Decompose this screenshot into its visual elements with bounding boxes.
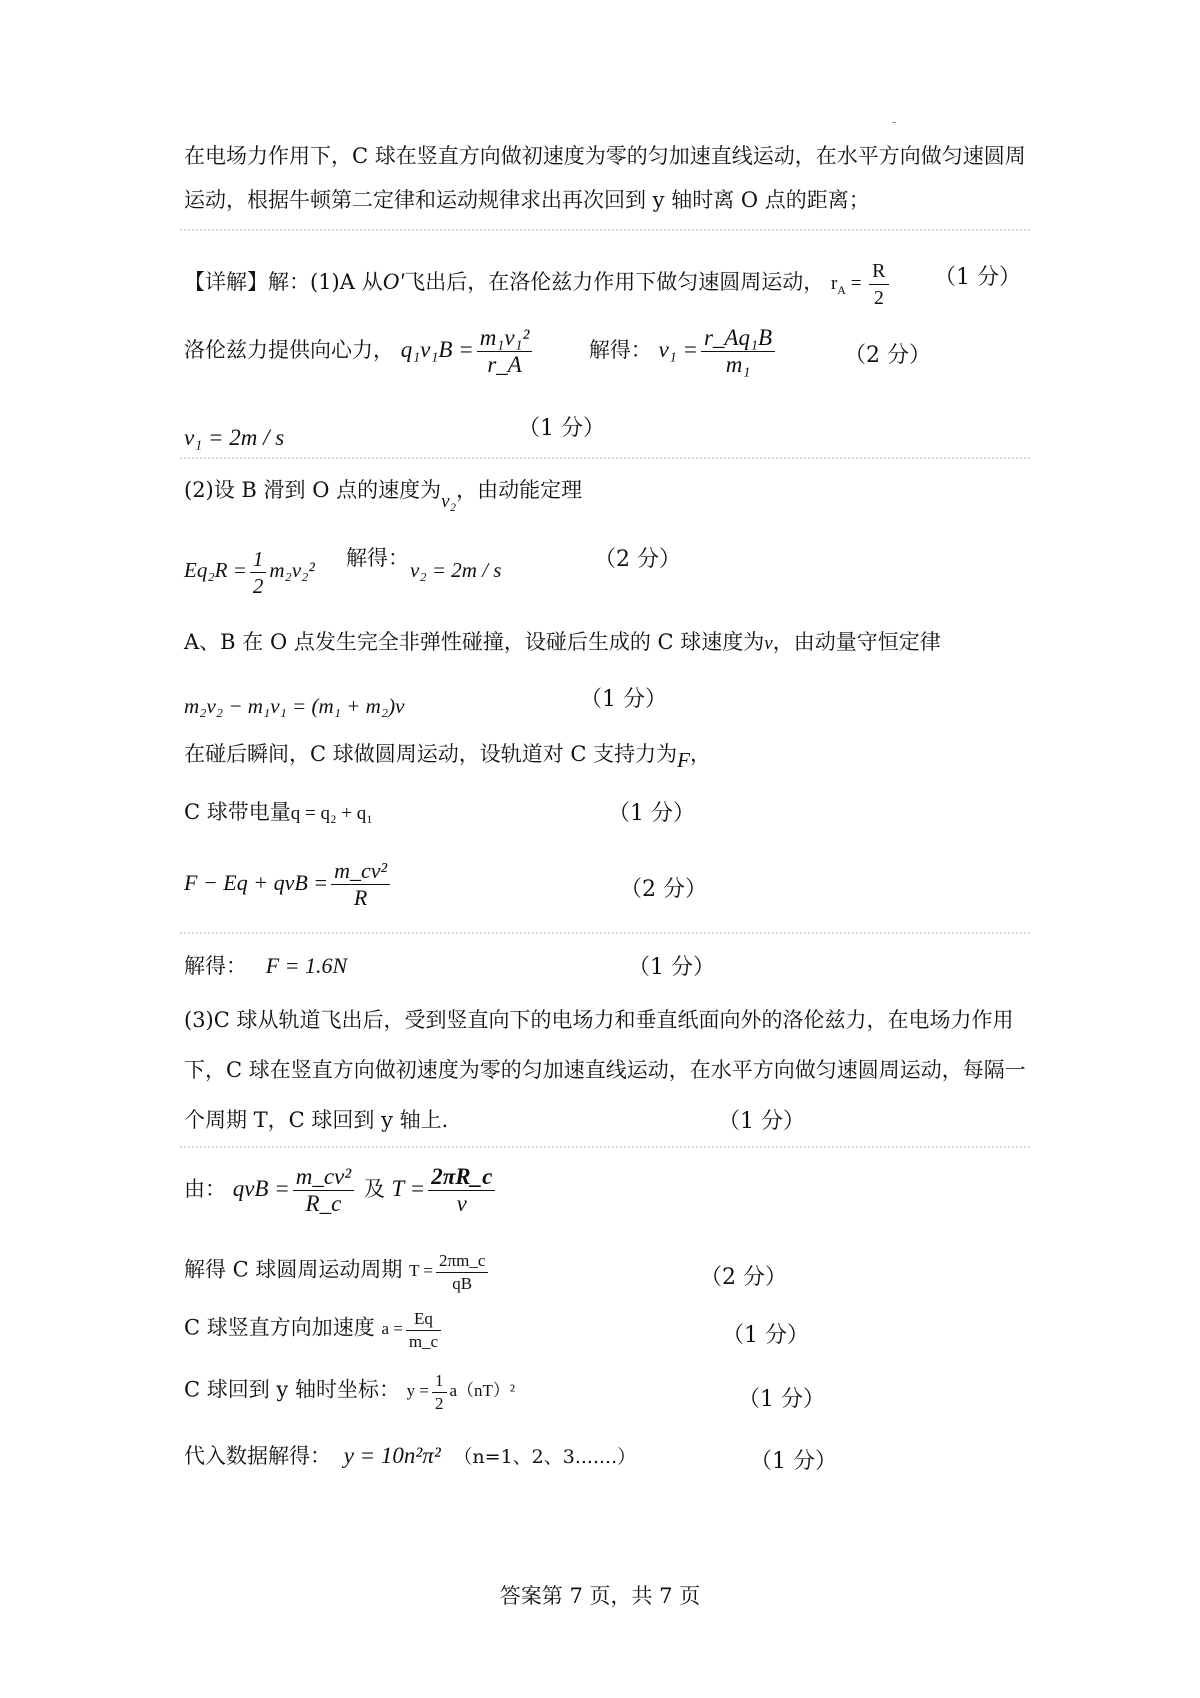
text-line: 解得： F = 1.6N xyxy=(184,953,348,978)
divider xyxy=(180,1146,1030,1148)
text: 解得： xyxy=(346,546,409,570)
text-line: 下，C 球在竖直方向做初速度为零的匀加速直线运动，在水平方向做匀速圆周运动，每隔一 xyxy=(184,1058,1026,1082)
score: （1 分） xyxy=(518,416,605,441)
formula: qvB = $\frac{\text{m\_cv²}}{R\_c}$ xyxy=(233,1176,357,1201)
formula-line xyxy=(184,546,315,599)
text-line: A、B 在 O 点发生完全非弹性碰撞，设碰后生成的 C 球速度为v，由动量守恒定律 xyxy=(184,630,941,654)
score: （1 分） xyxy=(738,1387,825,1412)
score: （1 分） xyxy=(628,955,715,980)
score: （1 分） xyxy=(750,1449,837,1474)
text-line: 个周期 T，C 球回到 y 轴上． xyxy=(184,1108,463,1132)
F-symbol: F xyxy=(677,748,690,772)
divider xyxy=(180,229,1030,231)
rA-formula: $r_A$ = $\frac{R}{2}$ xyxy=(831,273,892,294)
score: （2 分） xyxy=(620,877,707,902)
detail-line xyxy=(184,258,892,311)
page-footer: 答案第 7 页，共 7 页 xyxy=(499,1584,701,1608)
formula: T = $\frac{2\pi R\_c}{v}$ xyxy=(392,1176,499,1201)
divider xyxy=(180,932,1030,934)
formula: m₂v₂ − m₁v₁ = (m₁ + m₂)v xyxy=(184,694,405,718)
text-line: 在碰后瞬间，C 球做圆周运动，设轨道对 C 支持力为F， xyxy=(184,742,711,772)
formula: F = 1.6N xyxy=(265,953,348,978)
o-prime-symbol: O′ xyxy=(382,268,405,294)
v-symbol: v xyxy=(764,633,773,654)
formula: F − Eq + qvB = $\frac{\text{m\_cv²}}{R}$ xyxy=(184,870,393,895)
formula: q₁v₁B = $\frac{\text{m₁v₁²}}{r\_A}$ xyxy=(401,337,536,362)
score: （1 分） xyxy=(722,1323,809,1348)
score: （1 分） xyxy=(580,687,667,712)
text-line: (3)C 球从轨道飞出后，受到竖直向下的电场力和垂直纸面向外的洛伦兹力，在电场力作用 xyxy=(184,1008,1014,1032)
formula: a = $\frac{Eq}{m\_c}$ xyxy=(381,1319,444,1338)
text: 洛伦兹力提供向心力， xyxy=(184,337,394,362)
text-line: (2)设 B 滑到 O 点的速度为v₂，由动能定理 xyxy=(184,478,583,512)
score: （2 分） xyxy=(700,1265,787,1290)
formula: T = $\frac{2\pi m\_c}{qB}$ xyxy=(409,1261,491,1280)
divider xyxy=(180,457,1030,459)
formula-line xyxy=(184,858,393,911)
score: （1 分） xyxy=(608,801,695,826)
formula-line: C 球竖直方向加速度 a = $\frac{Eq}{m\_c}$ xyxy=(184,1308,444,1353)
formula: Eq₂R = $\frac{1}{2}$ m₂v₂² xyxy=(184,547,315,598)
score: （1 分） xyxy=(718,1109,805,1134)
formula-line: 代入数据解得： y = 10n²π² （n=1、2、3.......） xyxy=(184,1443,637,1468)
formula: q = q₂ + q₁ xyxy=(290,803,373,824)
formula: v₁ = 2m / s xyxy=(184,425,285,450)
formula: v₁ = $\frac{\text{r\_Aq₁B}}{\text{m₁}}$ xyxy=(659,337,779,362)
formula: v₂ = 2m / s xyxy=(410,558,502,582)
formula: y = 10n²π² xyxy=(343,1443,441,1468)
text-line: 运动，根据牛顿第二定律和运动规律求出再次回到 y 轴时离 O 点的距离； xyxy=(184,188,870,212)
text: 解得： xyxy=(588,337,652,362)
scan-mark xyxy=(892,122,896,123)
formula-line: C 球回到 y 轴时坐标： y = $\frac{1}{2}$ a（nT）² xyxy=(184,1371,516,1413)
score: （2 分） xyxy=(844,343,931,368)
text-line: C 球带电量q = q₂ + q₁ xyxy=(184,800,373,824)
detail-text: 飞出后，在洛伦兹力作用下做匀速圆周运动， xyxy=(404,269,825,294)
detail-prefix: 【详解】解：(1)A 从 xyxy=(184,269,383,294)
score: （2 分） xyxy=(594,547,681,572)
score: （1 分） xyxy=(934,265,1021,290)
formula-line xyxy=(184,325,778,378)
formula-line: 由： qvB = $\frac{\text{m\_cv²}}{R\_c}$ 及 T = $\frac{2\pi R\_c}{v}$ xyxy=(184,1164,498,1217)
text-line: 在电场力作用下，C 球在竖直方向做初速度为零的匀加速直线运动，在水平方向做匀速圆周 xyxy=(184,144,1026,168)
formula-line: 解得 C 球圆周运动周期 T = $\frac{2\pi m\_c}{qB}$ xyxy=(184,1250,491,1295)
formula: y = $\frac{1}{2}$ a（nT）² xyxy=(406,1371,516,1413)
v2-symbol: v₂ xyxy=(441,491,457,512)
